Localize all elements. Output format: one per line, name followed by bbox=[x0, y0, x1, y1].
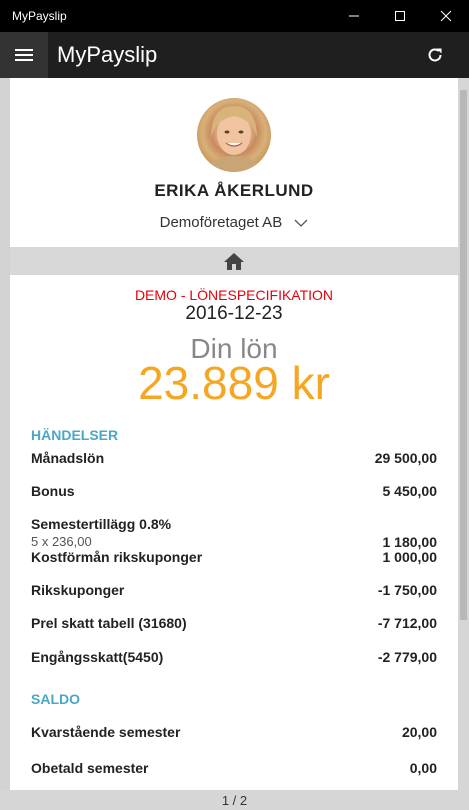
close-button[interactable] bbox=[423, 0, 469, 32]
item-value: 1 180,00 bbox=[382, 534, 437, 550]
balance-heading: SALDO bbox=[31, 691, 80, 707]
app-title: MyPayslip bbox=[57, 42, 158, 67]
minimize-icon bbox=[348, 10, 360, 22]
employee-name: ERIKA ÅKERLUND bbox=[154, 181, 314, 200]
app-bar bbox=[0, 32, 469, 78]
item-value: -7 712,00 bbox=[377, 615, 437, 631]
item-label: Engångsskatt(5450) bbox=[31, 649, 164, 665]
net-pay-amount: 23.889 kr bbox=[138, 357, 330, 409]
item-value: -1 750,00 bbox=[377, 582, 437, 598]
item-value: 29 500,00 bbox=[374, 450, 437, 466]
maximize-button[interactable] bbox=[377, 0, 423, 32]
window-title: MyPayslip bbox=[12, 9, 67, 23]
chevron-down-icon bbox=[294, 219, 308, 228]
item-detail: 5 x 236,00 bbox=[31, 534, 92, 549]
item-label: Månadslön bbox=[31, 450, 105, 466]
item-label: Rikskuponger bbox=[31, 582, 125, 598]
avatar bbox=[197, 98, 271, 172]
item-label: Semestertillägg 0.8% bbox=[31, 516, 172, 532]
home-button[interactable] bbox=[10, 247, 458, 275]
company-name: Demoföretaget AB bbox=[159, 214, 283, 231]
company-selector[interactable] bbox=[10, 214, 458, 231]
menu-button[interactable] bbox=[0, 32, 48, 78]
item-label: Prel skatt tabell (31680) bbox=[31, 615, 187, 631]
events-heading: HÄNDELSER bbox=[31, 427, 119, 443]
list-item bbox=[31, 549, 437, 569]
item-label: Kostförmån rikskuponger bbox=[31, 549, 203, 565]
scrollbar-thumb[interactable] bbox=[460, 90, 467, 620]
list-item bbox=[31, 724, 437, 744]
item-value: 0,00 bbox=[409, 760, 437, 776]
item-label: Kvarstående semester bbox=[31, 724, 181, 740]
page-indicator: 1 / 2 bbox=[221, 793, 248, 808]
refresh-icon bbox=[426, 46, 444, 64]
maximize-icon bbox=[394, 10, 406, 22]
demo-label: DEMO - LÖNESPECIFIKATION bbox=[134, 287, 334, 303]
window-titlebar bbox=[0, 0, 469, 32]
list-item bbox=[31, 516, 437, 536]
item-label: Obetald semester bbox=[31, 760, 149, 776]
list-item bbox=[31, 450, 437, 470]
item-value: -2 779,00 bbox=[377, 649, 437, 665]
list-item bbox=[31, 483, 437, 503]
minimize-button[interactable] bbox=[331, 0, 377, 32]
item-value: 1 000,00 bbox=[382, 549, 437, 565]
list-item bbox=[31, 615, 437, 635]
item-label: Bonus bbox=[31, 483, 75, 499]
hamburger-icon bbox=[14, 47, 34, 63]
left-frame bbox=[0, 78, 10, 810]
item-value: 20,00 bbox=[401, 724, 437, 740]
payslip-content bbox=[10, 78, 458, 790]
net-pay-label: Din lön bbox=[190, 333, 278, 364]
refresh-button[interactable] bbox=[418, 38, 452, 72]
list-item bbox=[31, 582, 437, 602]
list-item bbox=[31, 649, 437, 669]
item-value: 5 450,00 bbox=[382, 483, 437, 499]
home-icon bbox=[223, 252, 245, 271]
close-icon bbox=[440, 10, 452, 22]
payslip-date: 2016-12-23 bbox=[185, 303, 283, 324]
list-item bbox=[31, 760, 437, 780]
